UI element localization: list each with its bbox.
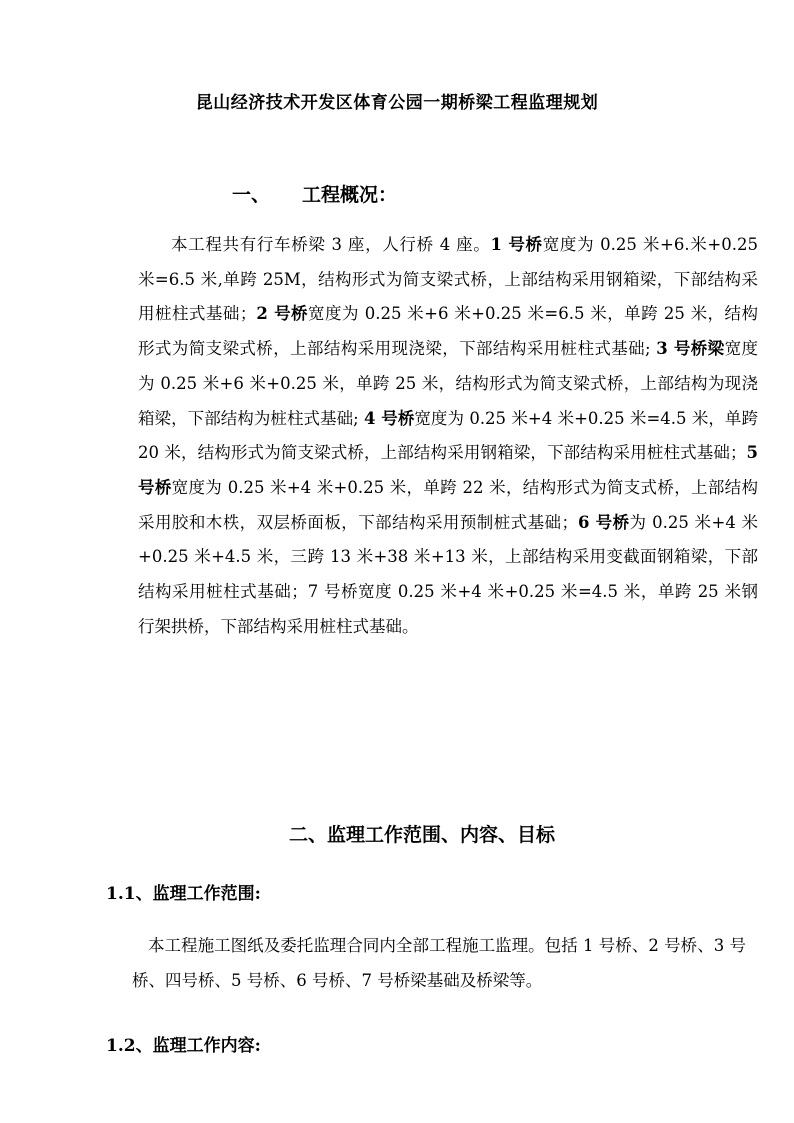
bridge-name-bold: 3 号桥梁 xyxy=(656,339,725,359)
section2-heading: 二、监理工作范围、内容、目标 xyxy=(288,824,555,846)
bridge-name-bold: 5 号桥 xyxy=(138,443,758,497)
bridge-name-bold: 4 号桥 xyxy=(364,408,415,428)
paragraph-text-run: 宽度为 0.25 米+6.米+0.25 米=6.5 米,单跨 25M，结构形式为简支梁式桥，上部结构采用钢箱梁，下部结构采用桩柱式基础； xyxy=(138,235,758,324)
paragraph-text-run: 宽度为 0.25 米+6 米+0.25 米=6.5 米，单跨 25 米，结构形式为简支梁式桥，上部结构采用现浇梁，下部结构采用桩柱式基础; xyxy=(138,304,759,359)
bridge-name-bold: 6 号桥 xyxy=(577,512,630,532)
section1-number: 一、 xyxy=(232,184,271,206)
paragraph-text-run: 本工程共有行车桥梁 3 座，人行桥 4 座。 xyxy=(171,235,491,254)
section1-heading: 工程概况： xyxy=(302,184,398,206)
subsection-1-2-heading: 1.2、监理工作内容: xyxy=(106,1036,261,1056)
paragraph-text-run: 宽度为 0.25 米+4 米+0.25 米，单跨 22 米，结构形式为简支式桥，上部结构采用胶和木柣，双层桥面板，下部结构采用预制桩式基础； xyxy=(138,477,759,532)
bridge-name-bold: 2 号桥 xyxy=(256,304,309,324)
bridge-name-bold: 1 号桥 xyxy=(490,235,543,254)
paragraph-text-run: 宽度为 0.25 米+6 米+0.25 米，单跨 25 米，结构形式为简支梁式桥，上部结构为现浇箱梁，下部结构为桩柱式基础; xyxy=(138,339,758,428)
section1-body xyxy=(138,228,758,644)
paragraph-text-run: 为 0.25 米+4 米+0.25 米+4.5 米，三跨 13 米+38 米+13 米，上部结构采用变截面钢箱梁，下部结构采用桩柱式基础；7 号桥宽度 0.25 米+4 米+0.25 米=4.5 米，单跨 25 米钢行架拱桥，下部结构采用桩柱式基础。 xyxy=(138,512,759,636)
document-title: 昆山经济技术开发区体育公园一期桥梁工程监理规划 xyxy=(195,93,599,113)
subsection-1-1-body xyxy=(132,928,746,998)
scope-paragraph: 本工程施工图纸及委托监理合同内全部工程施工监理。包括 1 号桥、2 号桥、3 号桥、四号桥、5 号桥、6 号桥、7 号桥梁基础及桥梁等。 xyxy=(132,936,746,990)
section1-paragraph xyxy=(138,228,758,644)
subsection-1-1-heading: 1.1、监理工作范围: xyxy=(106,884,261,904)
paragraph-text-run: 宽度为 0.25 米+4 米+0.25 米=4.5 米，单跨 20 米，结构形式为简支梁式桥，上部结构采用钢箱梁，下部结构采用桩柱式基础； xyxy=(138,408,758,463)
